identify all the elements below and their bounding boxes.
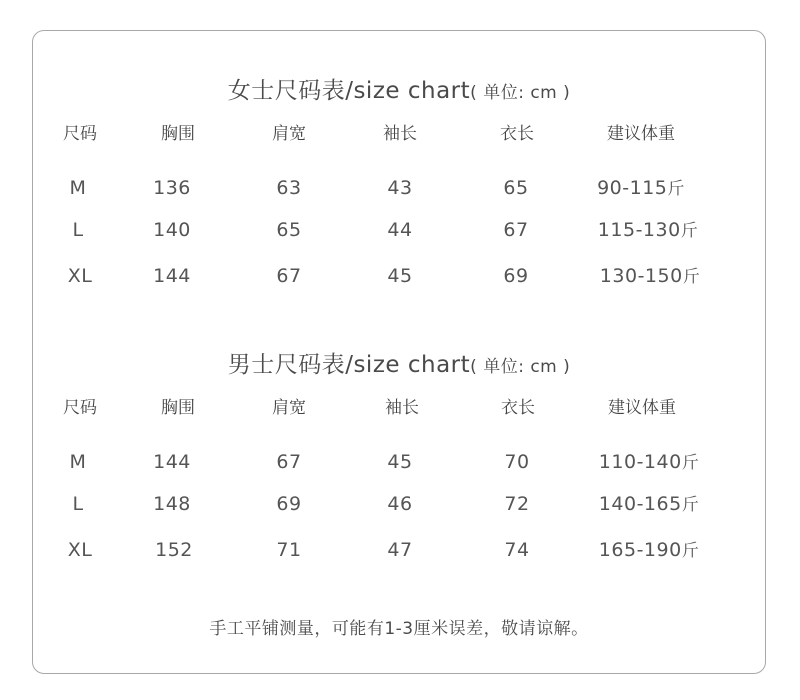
weight-unit: 斤 bbox=[682, 267, 701, 287]
chest-cell: 144 bbox=[153, 451, 191, 473]
chest-cell: 152 bbox=[155, 539, 193, 561]
table-row bbox=[0, 262, 800, 290]
weight-value: 130-150 bbox=[599, 265, 683, 287]
weight-cell bbox=[599, 536, 699, 565]
men-title-main: 男士尺码表/size chart bbox=[227, 352, 471, 378]
weight-value: 90-115 bbox=[597, 177, 668, 199]
men-header-row bbox=[0, 394, 800, 422]
weight-unit: 斤 bbox=[681, 541, 700, 561]
length-cell: 70 bbox=[504, 451, 530, 473]
header-weight: 建议体重 bbox=[607, 124, 675, 144]
header-sleeve: 袖长 bbox=[385, 398, 419, 418]
length-cell: 74 bbox=[504, 539, 530, 561]
header-shoulder: 肩宽 bbox=[272, 398, 306, 418]
chest-cell: 148 bbox=[153, 493, 191, 515]
men-size-chart-title bbox=[32, 346, 766, 379]
weight-value: 110-140 bbox=[598, 451, 682, 473]
weight-cell bbox=[600, 262, 700, 291]
women-title-unit: ( 单位: cm ) bbox=[470, 83, 571, 103]
header-length: 衣长 bbox=[501, 398, 535, 418]
length-cell: 72 bbox=[504, 493, 530, 515]
length-cell: 67 bbox=[503, 219, 529, 241]
length-cell: 69 bbox=[503, 265, 529, 287]
weight-cell bbox=[598, 216, 698, 245]
women-title-main: 女士尺码表/size chart bbox=[227, 78, 471, 104]
weight-cell bbox=[599, 490, 699, 519]
shoulder-cell: 67 bbox=[276, 451, 302, 473]
sleeve-cell: 44 bbox=[387, 219, 413, 241]
women-header-row bbox=[0, 120, 800, 148]
chest-cell: 136 bbox=[153, 177, 191, 199]
weight-value: 140-165 bbox=[598, 493, 682, 515]
size-cell: M bbox=[69, 177, 87, 199]
men-title-unit: ( 单位: cm ) bbox=[470, 357, 571, 377]
header-weight: 建议体重 bbox=[608, 398, 676, 418]
sleeve-cell: 47 bbox=[387, 539, 413, 561]
weight-unit: 斤 bbox=[681, 453, 700, 473]
table-row bbox=[0, 490, 800, 518]
shoulder-cell: 69 bbox=[276, 493, 302, 515]
shoulder-cell: 63 bbox=[276, 177, 302, 199]
shoulder-cell: 65 bbox=[276, 219, 302, 241]
header-chest: 胸围 bbox=[161, 124, 195, 144]
length-cell: 65 bbox=[503, 177, 529, 199]
size-cell: L bbox=[72, 493, 84, 515]
sleeve-cell: 45 bbox=[387, 265, 413, 287]
header-shoulder: 肩宽 bbox=[272, 124, 306, 144]
header-chest: 胸围 bbox=[161, 398, 195, 418]
shoulder-cell: 67 bbox=[276, 265, 302, 287]
weight-value: 165-190 bbox=[598, 539, 682, 561]
size-cell: XL bbox=[67, 265, 93, 287]
header-size: 尺码 bbox=[63, 124, 97, 144]
weight-cell bbox=[599, 448, 699, 477]
size-cell: L bbox=[72, 219, 84, 241]
weight-value: 115-130 bbox=[597, 219, 681, 241]
chest-cell: 140 bbox=[153, 219, 191, 241]
header-size: 尺码 bbox=[63, 398, 97, 418]
weight-cell bbox=[597, 174, 685, 203]
header-length: 衣长 bbox=[500, 124, 534, 144]
chest-cell: 144 bbox=[153, 265, 191, 287]
shoulder-cell: 71 bbox=[276, 539, 302, 561]
weight-unit: 斤 bbox=[667, 179, 685, 199]
table-row bbox=[0, 536, 800, 564]
weight-unit: 斤 bbox=[680, 221, 699, 241]
table-row bbox=[0, 174, 800, 202]
header-sleeve: 袖长 bbox=[383, 124, 417, 144]
sleeve-cell: 43 bbox=[387, 177, 413, 199]
table-row bbox=[0, 216, 800, 244]
women-size-chart-title bbox=[32, 72, 766, 105]
sleeve-cell: 45 bbox=[387, 451, 413, 473]
size-cell: XL bbox=[67, 539, 93, 561]
table-row bbox=[0, 448, 800, 476]
sleeve-cell: 46 bbox=[387, 493, 413, 515]
measurement-footnote: 手工平铺测量，可能有1-3厘米误差，敬请谅解。 bbox=[209, 619, 589, 639]
size-cell: M bbox=[69, 451, 87, 473]
weight-unit: 斤 bbox=[681, 495, 700, 515]
